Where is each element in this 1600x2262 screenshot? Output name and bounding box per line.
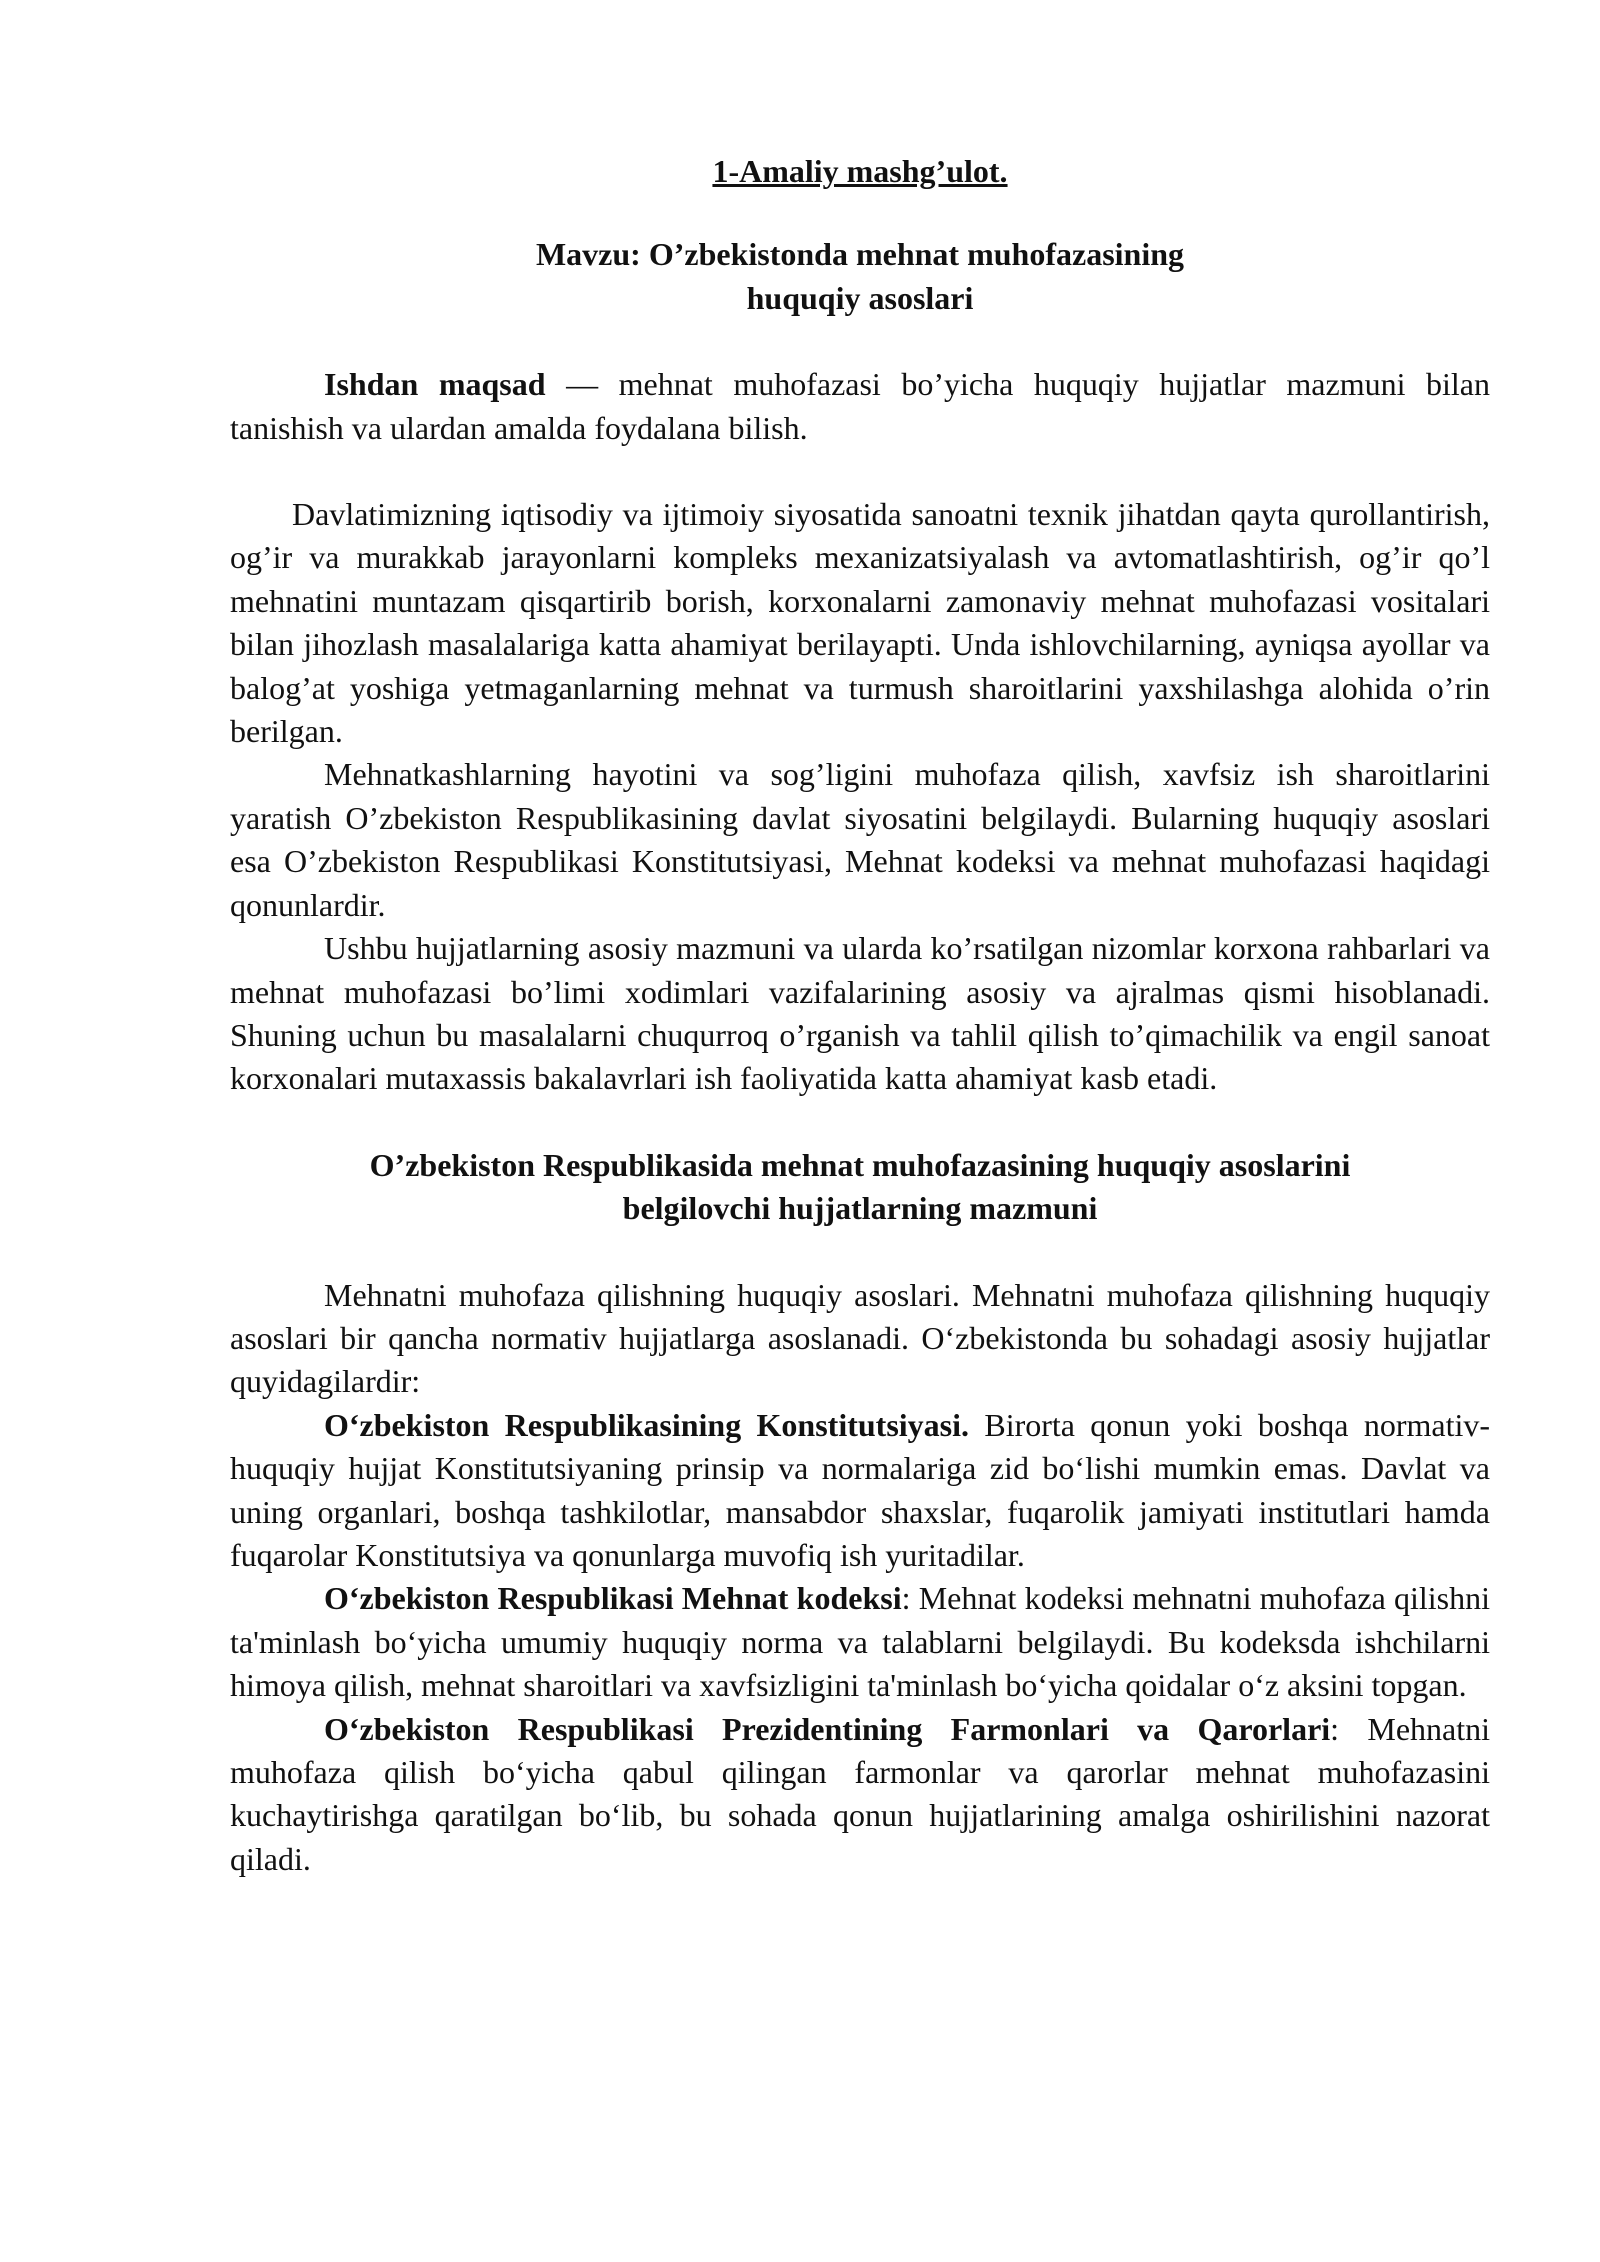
body-paragraph-3: Ushbu hujjatlarning asosiy mazmuni va ularda ko’rsatilgan nizomlar korxona rahbarlari va mehnat muhofazasi bo’limi xodimlari vazifalarining asosiy va ajralmas qismi hisoblanadi. Shuning uchun bu masalalarni chuqurroq o’rganish va tahlil qilish to’qimachilik va engil sanoat korxonalari mutaxassis bakalavrlari ish faoliyatida katta ahamiyat kasb etadi. — [230, 930, 1490, 1097]
list-item-label: O‘zbekiston Respublikasi Mehnat kodeksi — [324, 1580, 902, 1617]
topic-line-2: huquqiy asoslari — [746, 279, 974, 316]
section-heading — [230, 1144, 1490, 1231]
aim-text: — mehnat muhofazasi bo’yicha huquqiy hujjatlar mazmuni bilan tanishish va ulardan amalda foydalana bilish. — [230, 366, 1490, 446]
aim-label: Ishdan maqsad — [324, 366, 546, 403]
body-paragraph-1: Davlatimizning iqtisodiy va ijtimoiy siyosatida sanoatni texnik jihatdan qayta qurollantirish, og’ir va murakkab jarayonlarni kompleks mexanizatsiyalash va avtomatlashtirish, og’ir qo’l mehnatini muntazam qisqartirib borish, korxonalarni zamonaviy mehnat muhofazasi vositalari bilan jihozlash masalalariga katta ahamiyat berilayapti. Unda ishlovchilarning, ayniqsa ayollar va balog’at yoshiga yetmaganlarning mehnat va turmush sharoitlarini yaxshilashga alohida o’rin berilgan. — [230, 496, 1490, 750]
section-intro-paragraph: Mehnatni muhofaza qilishning huquqiy asoslari. Mehnatni muhofaza qilishning huquqiy asoslari bir qancha normativ hujjatlarga asoslanadi. O‘zbekistonda bu sohadagi asosiy hujjatlar quyidagilardir: — [230, 1276, 1490, 1400]
list-item-labor-code — [230, 1577, 1490, 1707]
section-heading-line-1: O’zbekiston Respublikasida mehnat muhofazasining huquqiy asoslarini — [369, 1146, 1351, 1183]
list-item-label: O‘zbekiston Respublikasining Konstitutsiyasi. — [324, 1406, 970, 1443]
list-item-text: : Mehnat kodeksi mehnatni muhofaza qilishni ta'minlash bo‘yicha umumiy huquqiy norma va talablarni belgilaydi. Bu kodeksda ishchilarni himoya qilish, mehnat sharoitlari va xavfsizligini ta'minlash bo‘yicha qoidalar o‘z aksini topgan. — [230, 1580, 1491, 1704]
topic-heading — [230, 233, 1490, 320]
list-item-label: O‘zbekiston Respublikasi Prezidentining Farmonlari va Qarorlari — [324, 1710, 1331, 1747]
aim-paragraph — [230, 363, 1490, 450]
body-paragraph-2: Mehnatkashlarning hayotini va sog’ligini muhofaza qilish, xavfsiz ish sharoitlarini yaratish O’zbekiston Respublikasining davlat siyosatini belgilaydi. Bularning huquqiy asoslari esa O’zbekiston Respublikasi Konstitutsiyasi, Mehnat kodeksi va mehnat muhofazasi haqidagi qonunlardir. — [230, 756, 1490, 923]
list-item-constitution — [230, 1404, 1490, 1578]
list-item-text: : Mehnatni muhofaza qilish bo‘yicha qabul qilingan farmonlar va qarorlar mehnat muhofazasini kuchaytirishga qaratilgan bo‘lib, bu sohada qonun hujjatlarining amalga oshirilishini nazorat qiladi. — [230, 1710, 1491, 1877]
list-item-text: Birorta qonun yoki boshqa normativ-huquqiy hujjat Konstitutsiyaning prinsip va normalariga zid bo‘lishi mumkin emas. Davlat va uning organlari, boshqa tashkilotlar, mansabdor shaxslar, fuqarolik jamiyati institutlari hamda fuqarolar Konstitutsiya va qonunlarga muvofiq ish yuritadilar. — [230, 1406, 1491, 1573]
document-page — [230, 150, 1490, 1881]
section-heading-line-2: belgilovchi hujjatlarning mazmuni — [622, 1190, 1098, 1227]
document-title: 1-Amaliy mashg’ulot. — [712, 153, 1008, 189]
list-item-presidential-decrees — [230, 1708, 1490, 1882]
topic-line-1: Mavzu: O’zbekistonda mehnat muhofazasining — [535, 236, 1185, 273]
